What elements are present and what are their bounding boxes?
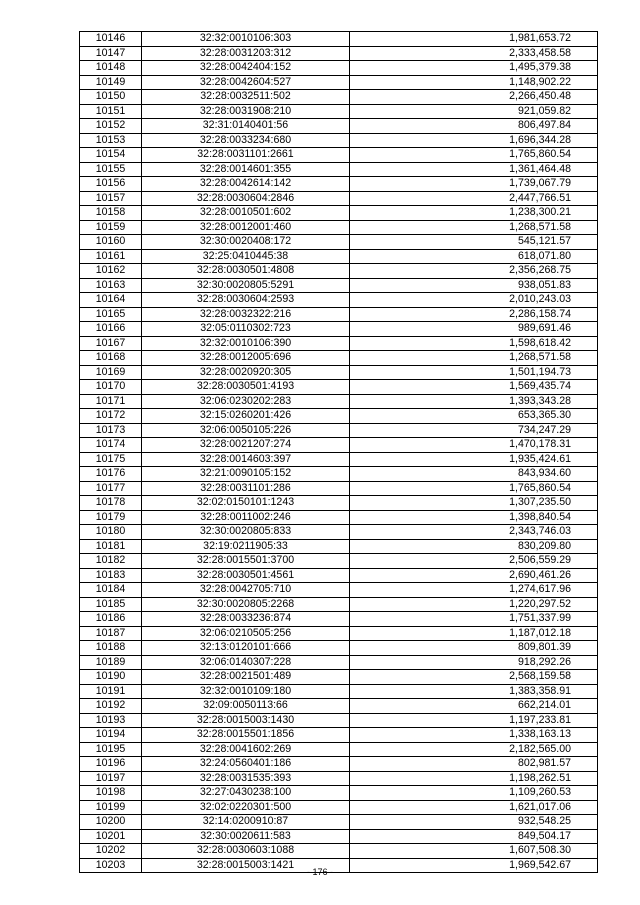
row-number-cell: 10160: [80, 235, 142, 250]
row-number-cell: 10151: [80, 104, 142, 119]
amount-cell: 2,447,766.51: [350, 191, 598, 206]
cadastral-number-cell: 32:30:0020805:5291: [142, 278, 350, 293]
amount-cell: 932,548.25: [350, 815, 598, 830]
row-number-cell: 10198: [80, 786, 142, 801]
cadastral-number-cell: 32:06:0140307:228: [142, 655, 350, 670]
row-number-cell: 10181: [80, 539, 142, 554]
cadastral-number-cell: 32:28:0042614:142: [142, 177, 350, 192]
table-row: [80, 684, 598, 699]
amount-cell: 849,504.17: [350, 829, 598, 844]
amount-cell: 2,506,559.29: [350, 554, 598, 569]
cadastral-number-cell: 32:28:0021207:274: [142, 438, 350, 453]
table-row: [80, 467, 598, 482]
row-number-cell: 10153: [80, 133, 142, 148]
table-row: [80, 264, 598, 279]
cadastral-number-cell: 32:24:0560401:186: [142, 757, 350, 772]
table-row: [80, 713, 598, 728]
amount-cell: 1,268,571.58: [350, 220, 598, 235]
row-number-cell: 10187: [80, 626, 142, 641]
row-number-cell: 10164: [80, 293, 142, 308]
row-number-cell: 10200: [80, 815, 142, 830]
amount-cell: 1,338,163.13: [350, 728, 598, 743]
row-number-cell: 10173: [80, 423, 142, 438]
table-row: [80, 742, 598, 757]
cadastral-number-cell: 32:28:0033234:680: [142, 133, 350, 148]
cadastral-number-cell: 32:28:0031101:286: [142, 481, 350, 496]
table-row: [80, 670, 598, 685]
row-number-cell: 10193: [80, 713, 142, 728]
row-number-cell: 10186: [80, 612, 142, 627]
table-row: [80, 61, 598, 76]
row-number-cell: 10156: [80, 177, 142, 192]
amount-cell: 1,398,840.54: [350, 510, 598, 525]
amount-cell: 1,393,343.28: [350, 394, 598, 409]
cadastral-number-cell: 32:25:0410445:38: [142, 249, 350, 264]
amount-cell: 1,238,300.21: [350, 206, 598, 221]
amount-cell: 1,696,344.28: [350, 133, 598, 148]
amount-cell: 2,266,450.48: [350, 90, 598, 105]
cadastral-number-cell: 32:28:0010501:602: [142, 206, 350, 221]
row-number-cell: 10162: [80, 264, 142, 279]
cadastral-number-cell: 32:28:0015501:1856: [142, 728, 350, 743]
table-row: [80, 844, 598, 859]
amount-cell: 1,307,235.50: [350, 496, 598, 511]
table-row: [80, 597, 598, 612]
table-row: [80, 539, 598, 554]
amount-cell: 2,333,458.58: [350, 46, 598, 61]
cadastral-number-cell: 32:28:0012005:696: [142, 351, 350, 366]
cadastral-number-cell: 32:28:0042604:527: [142, 75, 350, 90]
amount-cell: 802,981.57: [350, 757, 598, 772]
row-number-cell: 10158: [80, 206, 142, 221]
row-number-cell: 10168: [80, 351, 142, 366]
cadastral-number-cell: 32:30:0020805:833: [142, 525, 350, 540]
cadastral-number-cell: 32:06:0230202:283: [142, 394, 350, 409]
amount-cell: 1,268,571.58: [350, 351, 598, 366]
cadastral-number-cell: 32:28:0033236:874: [142, 612, 350, 627]
row-number-cell: 10148: [80, 61, 142, 76]
amount-cell: 1,751,337.99: [350, 612, 598, 627]
table-row: [80, 583, 598, 598]
amount-cell: 2,286,158.74: [350, 307, 598, 322]
row-number-cell: 10188: [80, 641, 142, 656]
row-number-cell: 10178: [80, 496, 142, 511]
cadastral-number-cell: 32:28:0042705:710: [142, 583, 350, 598]
row-number-cell: 10201: [80, 829, 142, 844]
amount-cell: 1,621,017.06: [350, 800, 598, 815]
row-number-cell: 10176: [80, 467, 142, 482]
cadastral-number-cell: 32:21:0090105:152: [142, 467, 350, 482]
cadastral-number-cell: 32:28:0030604:2846: [142, 191, 350, 206]
cadastral-number-cell: 32:28:0031203:312: [142, 46, 350, 61]
table-row: [80, 699, 598, 714]
cadastral-number-cell: 32:28:0015501:3700: [142, 554, 350, 569]
page-number: - 176 -: [306, 867, 333, 877]
cadastral-number-cell: 32:28:0041602:269: [142, 742, 350, 757]
table-row: [80, 206, 598, 221]
cadastral-number-cell: 32:28:0014603:397: [142, 452, 350, 467]
amount-cell: 618,071.80: [350, 249, 598, 264]
amount-cell: 843,934.60: [350, 467, 598, 482]
cadastral-number-cell: 32:28:0032511:502: [142, 90, 350, 105]
amount-cell: 1,765,860.54: [350, 148, 598, 163]
row-number-cell: 10147: [80, 46, 142, 61]
amount-cell: 2,343,746.03: [350, 525, 598, 540]
row-number-cell: 10161: [80, 249, 142, 264]
row-number-cell: 10174: [80, 438, 142, 453]
amount-cell: 662,214.01: [350, 699, 598, 714]
row-number-cell: 10172: [80, 409, 142, 424]
cadastral-number-cell: 32:30:0020408:172: [142, 235, 350, 250]
row-number-cell: 10155: [80, 162, 142, 177]
row-number-cell: 10197: [80, 771, 142, 786]
cadastral-number-cell: 32:28:0015003:1421: [142, 858, 350, 873]
amount-cell: 2,568,159.58: [350, 670, 598, 685]
cadastral-number-cell: 32:02:0220301:500: [142, 800, 350, 815]
cadastral-number-cell: 32:28:0012001:460: [142, 220, 350, 235]
row-number-cell: 10195: [80, 742, 142, 757]
cadastral-number-cell: 32:28:0030501:4561: [142, 568, 350, 583]
table-row: [80, 46, 598, 61]
table-row: [80, 496, 598, 511]
row-number-cell: 10190: [80, 670, 142, 685]
table-row: [80, 409, 598, 424]
row-number-cell: 10185: [80, 597, 142, 612]
cadastral-number-cell: 32:06:0210505:256: [142, 626, 350, 641]
amount-cell: 545,121.57: [350, 235, 598, 250]
cadastral-number-cell: 32:28:0020920:305: [142, 365, 350, 380]
amount-cell: 1,109,260.53: [350, 786, 598, 801]
cadastral-number-cell: 32:28:0030501:4808: [142, 264, 350, 279]
table-row: [80, 728, 598, 743]
cadastral-number-cell: 32:28:0032322:216: [142, 307, 350, 322]
table-row: [80, 655, 598, 670]
row-number-cell: 10192: [80, 699, 142, 714]
table-row: [80, 786, 598, 801]
amount-cell: 2,182,565.00: [350, 742, 598, 757]
row-number-cell: 10154: [80, 148, 142, 163]
table-row: [80, 293, 598, 308]
cadastral-number-cell: 32:28:0011002:246: [142, 510, 350, 525]
row-number-cell: 10180: [80, 525, 142, 540]
table-row: [80, 191, 598, 206]
row-number-cell: 10175: [80, 452, 142, 467]
cadastral-number-cell: 32:28:0030501:4193: [142, 380, 350, 395]
cadastral-number-cell: 32:14:0200910:87: [142, 815, 350, 830]
cadastral-number-cell: 32:28:0015003:1430: [142, 713, 350, 728]
table-row: [80, 757, 598, 772]
amount-cell: 806,497.84: [350, 119, 598, 134]
amount-cell: 830,209.80: [350, 539, 598, 554]
cadastral-number-cell: 32:19:0211905:33: [142, 539, 350, 554]
amount-cell: 1,935,424.61: [350, 452, 598, 467]
row-number-cell: 10191: [80, 684, 142, 699]
amount-cell: 734,247.29: [350, 423, 598, 438]
table-row: [80, 829, 598, 844]
cadastral-number-cell: 32:13:0120101:666: [142, 641, 350, 656]
amount-cell: 653,365.30: [350, 409, 598, 424]
amount-cell: 2,356,268.75: [350, 264, 598, 279]
row-number-cell: 10165: [80, 307, 142, 322]
amount-cell: 1,220,297.52: [350, 597, 598, 612]
table-row: [80, 525, 598, 540]
cadastral-number-cell: 32:28:0031101:2661: [142, 148, 350, 163]
amount-cell: 1,495,379.38: [350, 61, 598, 76]
row-number-cell: 10166: [80, 322, 142, 337]
cadastral-number-cell: 32:30:0020805:2268: [142, 597, 350, 612]
cadastral-number-cell: 32:32:0010109:180: [142, 684, 350, 699]
row-number-cell: 10182: [80, 554, 142, 569]
row-number-cell: 10152: [80, 119, 142, 134]
amount-cell: 1,981,653.72: [350, 32, 598, 47]
row-number-cell: 10199: [80, 800, 142, 815]
table-row: [80, 249, 598, 264]
row-number-cell: 10189: [80, 655, 142, 670]
cadastral-number-cell: 32:32:0010106:390: [142, 336, 350, 351]
amount-cell: 2,010,243.03: [350, 293, 598, 308]
cadastral-number-cell: 32:15:0260201:426: [142, 409, 350, 424]
cadastral-number-cell: 32:02:0150101:1243: [142, 496, 350, 511]
amount-cell: 1,501,194.73: [350, 365, 598, 380]
row-number-cell: 10203: [80, 858, 142, 873]
cadastral-number-cell: 32:28:0030604:2593: [142, 293, 350, 308]
table-row: [80, 380, 598, 395]
row-number-cell: 10149: [80, 75, 142, 90]
table-row: [80, 235, 598, 250]
amount-cell: 1,274,617.96: [350, 583, 598, 598]
amount-cell: 1,197,233.81: [350, 713, 598, 728]
table-row: [80, 90, 598, 105]
table-row: [80, 481, 598, 496]
row-number-cell: 10183: [80, 568, 142, 583]
table-row: [80, 423, 598, 438]
row-number-cell: 10159: [80, 220, 142, 235]
table-row: [80, 133, 598, 148]
cadastral-number-cell: 32:28:0031535:393: [142, 771, 350, 786]
table-row: [80, 554, 598, 569]
cadastral-number-cell: 32:32:0010106:303: [142, 32, 350, 47]
row-number-cell: 10196: [80, 757, 142, 772]
table-row: [80, 162, 598, 177]
row-number-cell: 10169: [80, 365, 142, 380]
cadastral-number-cell: 32:28:0030603:1088: [142, 844, 350, 859]
amount-cell: 1,569,435.74: [350, 380, 598, 395]
amount-cell: 1,148,902.22: [350, 75, 598, 90]
table-row: [80, 771, 598, 786]
table-row: [80, 104, 598, 119]
amount-cell: 2,690,461.26: [350, 568, 598, 583]
amount-cell: 1,187,012.18: [350, 626, 598, 641]
table-row: [80, 452, 598, 467]
cadastral-number-cell: 32:28:0021501:489: [142, 670, 350, 685]
cadastral-number-cell: 32:09:0050113:66: [142, 699, 350, 714]
cadastral-number-cell: 32:30:0020611:583: [142, 829, 350, 844]
amount-cell: 918,292.26: [350, 655, 598, 670]
row-number-cell: 10170: [80, 380, 142, 395]
table-row: [80, 220, 598, 235]
table-row: [80, 119, 598, 134]
amount-cell: 809,801.39: [350, 641, 598, 656]
table-row: [80, 278, 598, 293]
table-row: [80, 307, 598, 322]
row-number-cell: 10171: [80, 394, 142, 409]
registry-table: [79, 31, 598, 873]
amount-cell: 1,198,262.51: [350, 771, 598, 786]
amount-cell: 1,739,067.79: [350, 177, 598, 192]
row-number-cell: 10177: [80, 481, 142, 496]
row-number-cell: 10150: [80, 90, 142, 105]
amount-cell: 989,691.46: [350, 322, 598, 337]
cadastral-number-cell: 32:28:0042404:152: [142, 61, 350, 76]
cadastral-number-cell: 32:28:0014601:355: [142, 162, 350, 177]
amount-cell: 1,607,508.30: [350, 844, 598, 859]
row-number-cell: 10157: [80, 191, 142, 206]
table-row: [80, 177, 598, 192]
registry-table-body: [80, 32, 598, 873]
amount-cell: 1,969,542.67: [350, 858, 598, 873]
row-number-cell: 10194: [80, 728, 142, 743]
table-row: [80, 815, 598, 830]
row-number-cell: 10179: [80, 510, 142, 525]
table-row: [80, 612, 598, 627]
cadastral-number-cell: 32:28:0031908:210: [142, 104, 350, 119]
amount-cell: 1,361,464.48: [350, 162, 598, 177]
table-row: [80, 148, 598, 163]
cadastral-number-cell: 32:06:0050105:226: [142, 423, 350, 438]
table-row: [80, 75, 598, 90]
row-number-cell: 10146: [80, 32, 142, 47]
table-row: [80, 394, 598, 409]
table-row: [80, 568, 598, 583]
amount-cell: 1,598,618.42: [350, 336, 598, 351]
amount-cell: 938,051.83: [350, 278, 598, 293]
table-row: [80, 351, 598, 366]
table-row: [80, 626, 598, 641]
row-number-cell: 10167: [80, 336, 142, 351]
row-number-cell: 10184: [80, 583, 142, 598]
table-row: [80, 641, 598, 656]
cadastral-number-cell: 32:27:0430238:100: [142, 786, 350, 801]
table-row: [80, 365, 598, 380]
row-number-cell: 10163: [80, 278, 142, 293]
amount-cell: 1,470,178.31: [350, 438, 598, 453]
amount-cell: 1,765,860.54: [350, 481, 598, 496]
registry-sheet: [79, 31, 598, 873]
table-row: [80, 800, 598, 815]
amount-cell: 1,383,358.91: [350, 684, 598, 699]
table-row: [80, 438, 598, 453]
cadastral-number-cell: 32:31:0140401:56: [142, 119, 350, 134]
cadastral-number-cell: 32:05:0110302:723: [142, 322, 350, 337]
amount-cell: 921,059.82: [350, 104, 598, 119]
table-row: [80, 32, 598, 47]
row-number-cell: 10202: [80, 844, 142, 859]
table-row: [80, 510, 598, 525]
table-row: [80, 336, 598, 351]
table-row: [80, 322, 598, 337]
